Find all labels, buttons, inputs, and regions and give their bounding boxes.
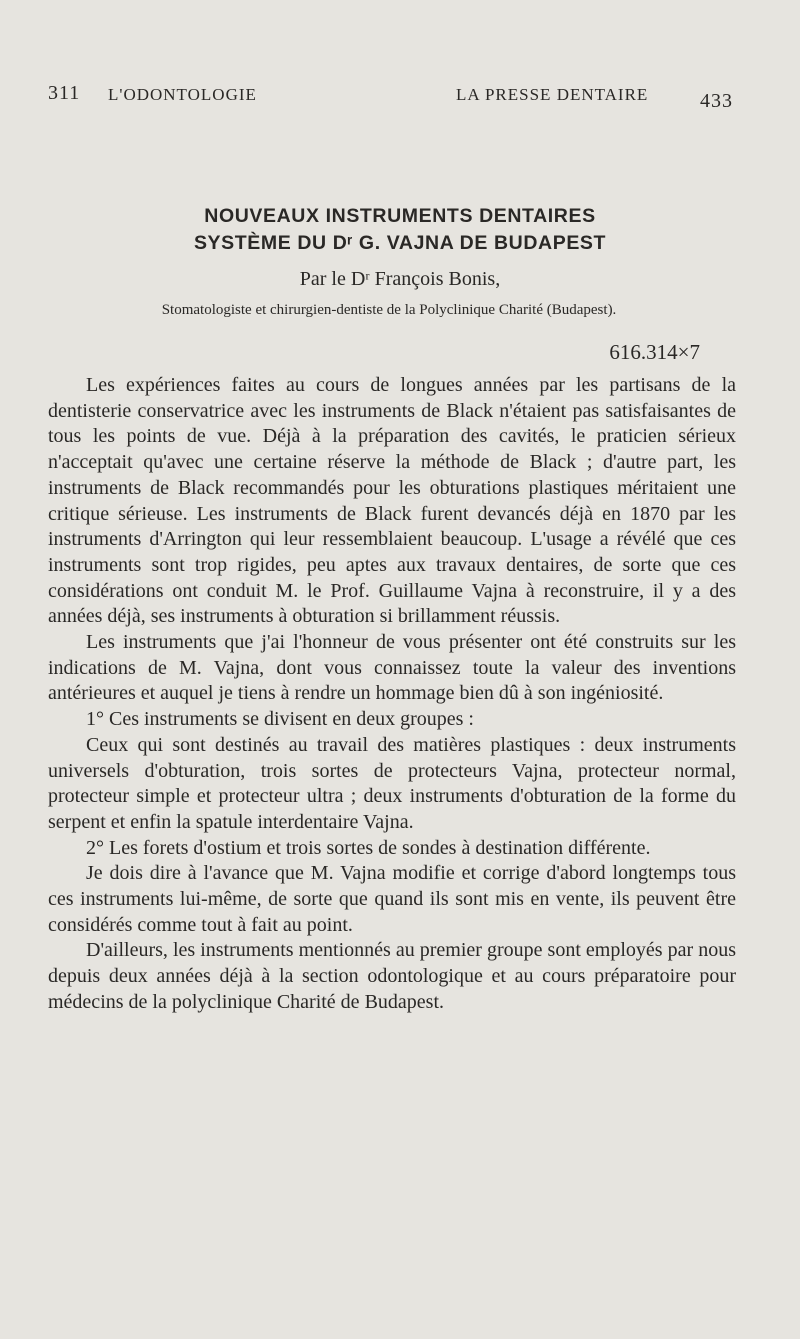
right-page-number: 433: [700, 90, 733, 112]
paragraph: Les expériences faites au cours de longues années par les partisans de la dentisterie conservatrice avec les instruments de Black n'étaient pas satisfaisantes de tous les points de vue. Déjà à la préparation des cavités, le praticien sérieux n'acceptait qu'avec une certaine réserve la méthode de Black ; d'autre part, les instruments de Black recommandés pour les obturations plastiques méritaient une critique sérieuse. Les instruments de Black furent devancés déjà en 1870 par les instruments d'Arrington qui leur ressemblaient beaucoup. L'usage a révélé que ces instruments sont trop rigides, peu aptes aux travaux dentaires, de sorte que ces considérations ont conduit M. le Prof. Guillaume Vajna à reconstruire, il y a des années déjà, ses instruments à obturation si brillamment réussis.: [48, 374, 736, 628]
paragraph: Les instruments que j'ai l'honneur de vous présenter ont été construits sur les indications de M. Vajna, dont vous connaissez toute la valeur des inventions antérieures et auquel je tiens à rendre un hommage bien dû à son ingéniosité.: [48, 631, 736, 705]
paragraph: D'ailleurs, les instruments mentionnés au premier groupe sont employés par nous depuis deux années déjà à la section odontologique et au cours préparatoire pour médecins de la polyclinique Charité de Budapest.: [48, 939, 736, 1013]
paragraph: 1° Ces instruments se divisent en deux groupes :: [86, 708, 474, 731]
left-journal-title: L'ODONTOLOGIE: [108, 85, 257, 104]
author-affiliation: Stomatologiste et chirurgien-dentiste de la Polyclinique Charité (Budapest).: [161, 302, 617, 318]
classification-number: 616.314×7: [609, 340, 700, 364]
article-body: [48, 373, 736, 1016]
paragraph: Je dois dire à l'avance que M. Vajna modifie et corrige d'abord longtemps tous ces instruments lui-même, de sorte que quand ils sont mis en vente, ils peuvent être considérés comme tout à fait au point.: [48, 862, 736, 936]
article-title-line-1: NOUVEAUX INSTRUMENTS DENTAIRES: [204, 205, 596, 227]
right-journal-title: LA PRESSE DENTAIRE: [456, 85, 649, 104]
running-header: [48, 82, 738, 112]
author-byline: Par le Dʳ François Bonis,: [299, 268, 501, 290]
paragraph: 2° Les forets d'ostium et trois sortes de sondes à destination différente.: [86, 836, 651, 859]
article-title-line-2: SYSTÈME DU Dʳ G. VAJNA DE BUDAPEST: [193, 232, 607, 254]
left-page-number: 311: [48, 82, 81, 104]
paragraph: Ceux qui sont destinés au travail des matières plastiques : deux instruments universels d'obturation, trois sortes de protecteurs Vajna, protecteur normal, protecteur simple et protecteur ultra ; deux instruments d'obturation de la forme du serpent et enfin la spatule interdentaire Vajna.: [48, 733, 736, 833]
